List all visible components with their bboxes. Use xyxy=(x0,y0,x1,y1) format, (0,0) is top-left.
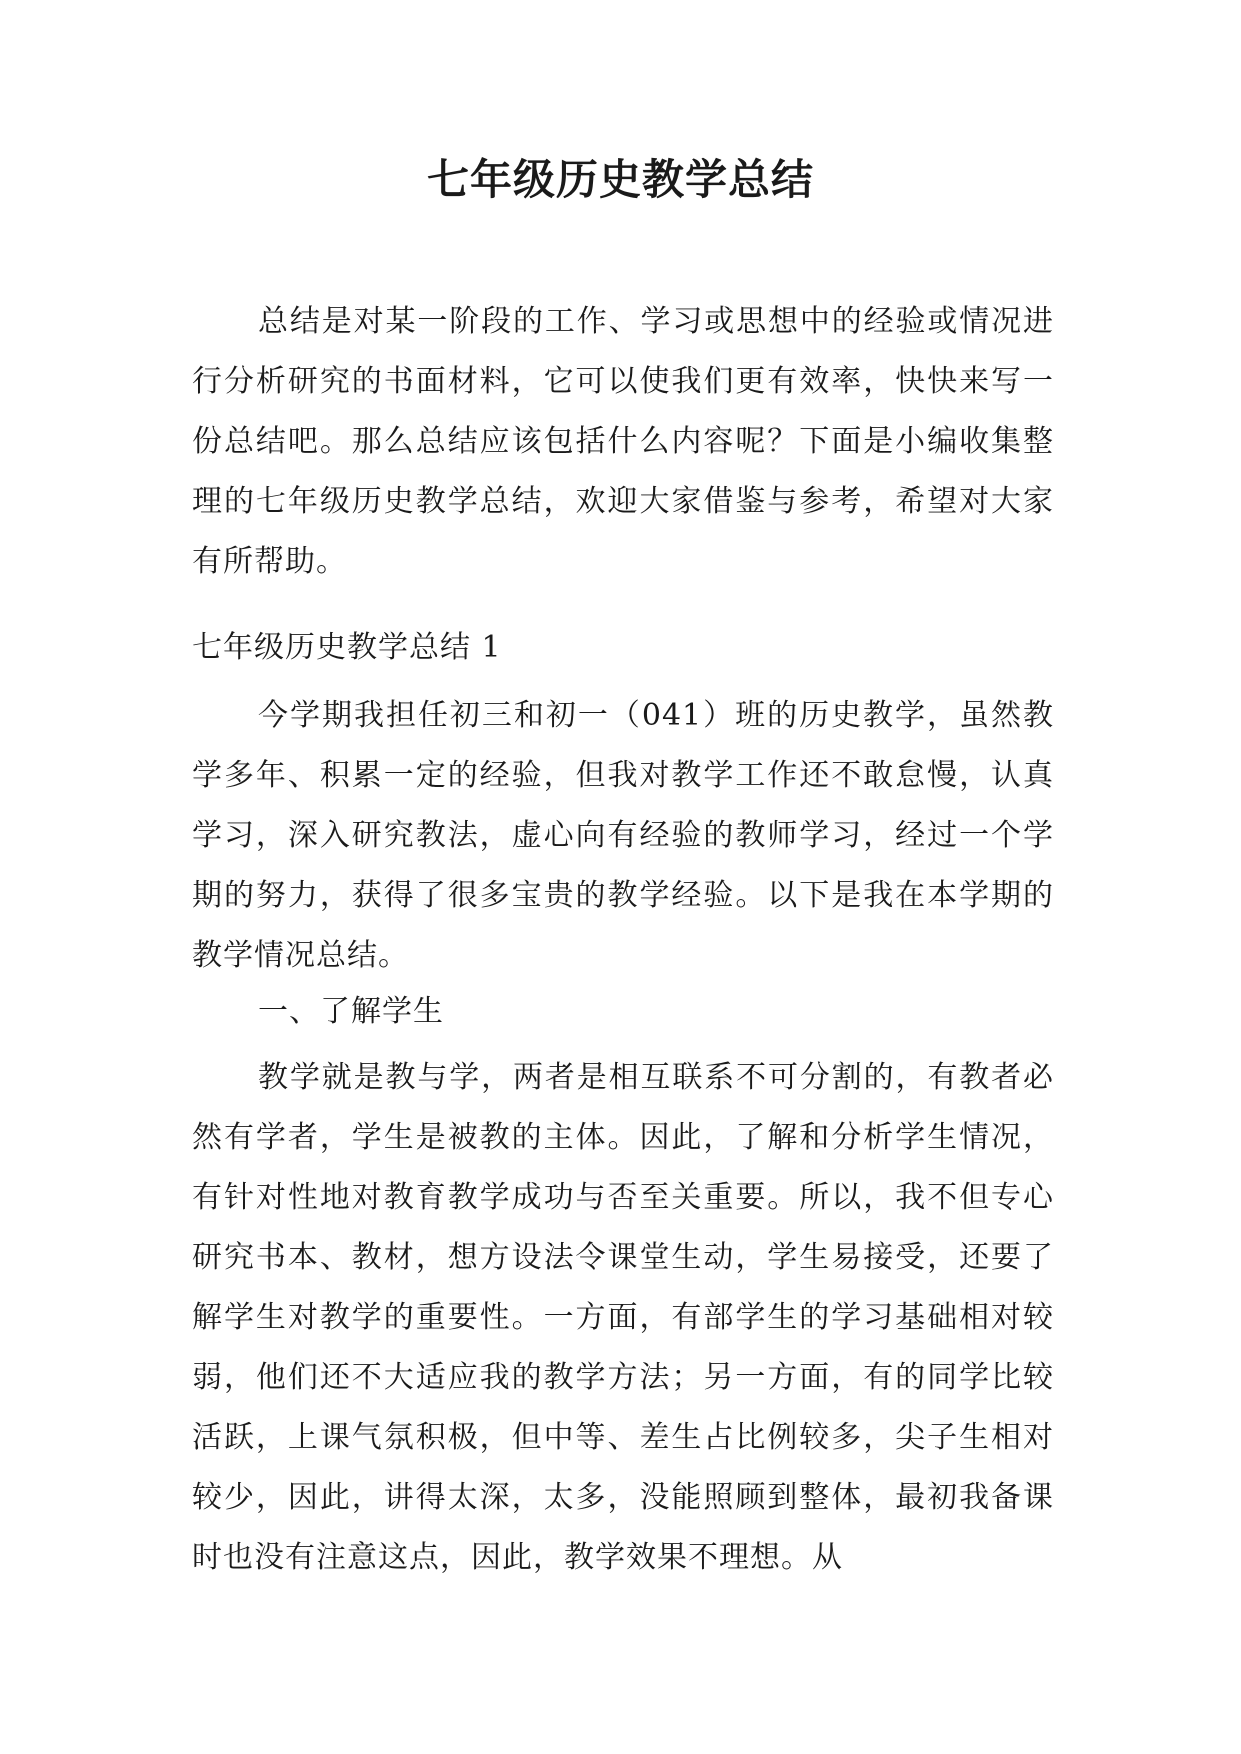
body-paragraph-1: 今学期我担任初三和初一（041）班的历史教学，虽然教学多年、积累一定的经验，但我对教学工作还不敢怠慢，认真学习，深入研究教法，虚心向有经验的教师学习，经过一个学期的努力，获得了很多宝贵的教学经验。以下是我在本学期的教学情况总结。 xyxy=(192,698,1054,973)
subheading-understand-students: 一、了解学生 xyxy=(258,994,444,1029)
intro-paragraph: 总结是对某一阶段的工作、学习或思想中的经验或情况进行分析研究的书面材料，它可以使我们更有效率，快快来写一份总结吧。那么总结应该包括什么内容呢？下面是小编收集整理的七年级历史教学总结，欢迎大家借鉴与参考，希望对大家有所帮助。 xyxy=(192,304,1054,579)
body-paragraph-2: 教学就是教与学，两者是相互联系不可分割的，有教者必然有学者，学生是被教的主体。因此，了解和分析学生情况，有针对性地对教育教学成功与否至关重要。所以，我不但专心研究书本、教材，想方设法令课堂生动，学生易接受，还要了解学生对教学的重要性。一方面，有部学生的学习基础相对较弱，他们还不大适应我的教学方法；另一方面，有的同学比较活跃，上课气氛积极，但中等、差生占比例较多，尖子生相对较少，因此，讲得太深，太多，没能照顾到整体，最初我备课时也没有注意这点，因此，教学效果不理想。从 xyxy=(192,1060,1054,1575)
document-title: 七年级历史教学总结 xyxy=(426,155,814,204)
section-heading: 七年级历史教学总结 1 xyxy=(192,630,502,665)
